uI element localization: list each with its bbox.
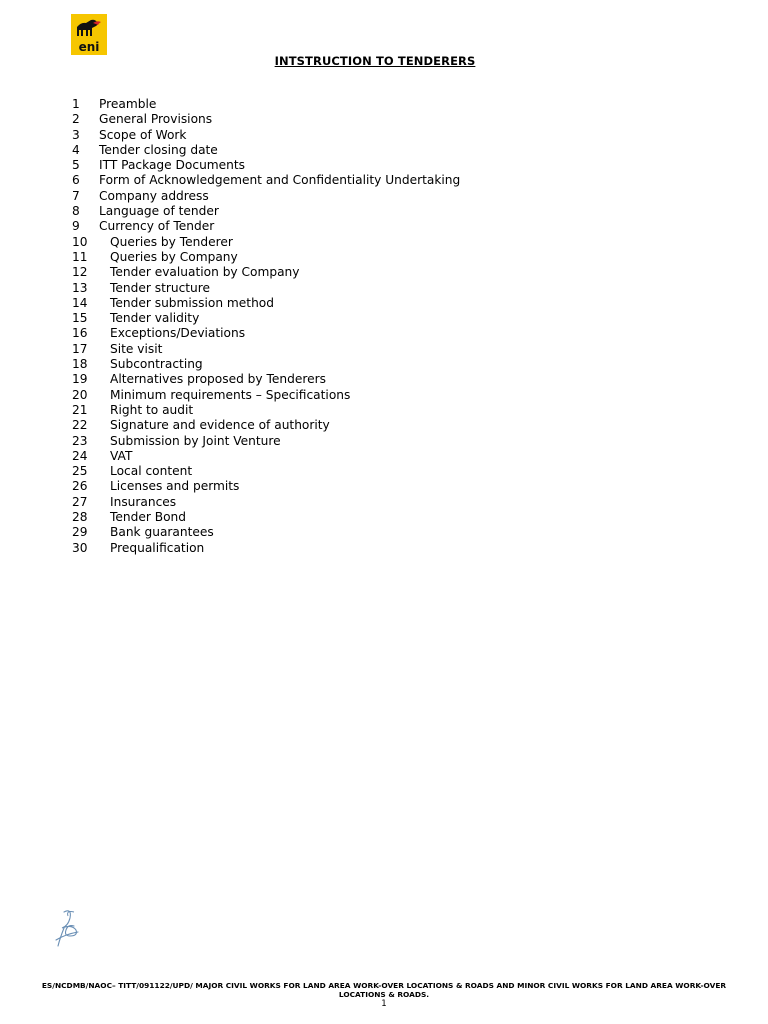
toc-item-label: Tender submission method: [110, 295, 274, 310]
toc-item-label: Right to audit: [110, 402, 194, 417]
toc-item-number: 25: [72, 464, 88, 479]
toc-item-label: Submission by Joint Venture: [110, 433, 281, 448]
toc-item-number: 18: [72, 357, 88, 372]
toc-item-label: ITT Package Documents: [99, 158, 246, 173]
eni-logo: [71, 14, 107, 55]
toc-item-number: 3: [72, 127, 80, 142]
toc-item-number: 27: [72, 494, 88, 509]
page-number: 1: [381, 999, 387, 1009]
toc-item-label: Tender Bond: [110, 510, 186, 525]
eni-logo-text: eni: [78, 40, 100, 54]
toc-item-label: Licenses and permits: [110, 479, 240, 494]
toc-item-number: 10: [72, 234, 88, 249]
toc-item-label: Alternatives proposed by Tenderers: [110, 372, 326, 387]
toc-item-number: 7: [72, 188, 80, 203]
signature-icon: [50, 906, 90, 956]
toc-item-label: Company address: [99, 188, 209, 203]
toc-item-number: 30: [72, 540, 88, 555]
footer-reference: ES/NCDMB/NAOC– TITT/091122/UPD/ MAJOR CIVIL WORKS FOR LAND AREA WORK-OVER LOCATIONS & ROADS AND MINOR CIVIL WORKS FOR LAND AREA WORK-OVER LOCATIONS & ROADS.: [41, 981, 727, 999]
toc-item-number: 11: [72, 249, 88, 264]
toc-item-label: Currency of Tender: [99, 219, 215, 234]
toc-item-number: 2: [72, 112, 80, 127]
toc-item-label: Prequalification: [110, 540, 205, 555]
toc-item-number: 19: [72, 372, 88, 387]
toc-item-number: 24: [72, 448, 88, 463]
toc-item-number: 21: [72, 402, 88, 417]
toc-item-label: Language of tender: [99, 204, 219, 219]
toc-item-number: 5: [72, 158, 80, 173]
toc-item-number: 8: [72, 204, 80, 219]
eni-logo-icon: [71, 14, 107, 55]
toc-item-label: Signature and evidence of authority: [110, 418, 330, 433]
toc-item-label: Minimum requirements – Specifications: [110, 387, 351, 402]
toc-item-label: Queries by Company: [110, 249, 238, 264]
toc-item-number: 1: [72, 97, 80, 111]
toc-item-label: Tender closing date: [99, 142, 218, 157]
toc-item-number: 15: [72, 311, 88, 326]
toc-item-number: 12: [72, 265, 88, 280]
toc-item-label: Exceptions/Deviations: [110, 326, 246, 341]
toc-item-label: Insurances: [110, 494, 177, 509]
toc-item-label: Preamble: [99, 97, 157, 111]
toc-item-number: 22: [72, 418, 88, 433]
toc-item-label: Site visit: [110, 341, 163, 356]
toc-item-number: 9: [72, 219, 80, 234]
toc-item-number: 6: [72, 173, 80, 188]
toc-item-label: General Provisions: [99, 112, 213, 127]
signature: [50, 906, 90, 956]
toc-item-label: Tender evaluation by Company: [110, 265, 300, 280]
toc-item-number: 26: [72, 479, 88, 494]
toc-item-label: Form of Acknowledgement and Confidentiality Undertaking: [99, 173, 461, 188]
toc-item-number: 23: [72, 433, 88, 448]
toc-item-label: Scope of Work: [99, 127, 187, 142]
toc-item-number: 28: [72, 510, 88, 525]
toc-item-label: VAT: [110, 448, 133, 463]
toc-item-number: 4: [72, 142, 80, 157]
toc-item-number: 14: [72, 295, 88, 310]
toc-item-label: Tender structure: [110, 280, 211, 295]
toc-item-label: Subcontracting: [110, 357, 203, 372]
toc-item-number: 29: [72, 525, 88, 540]
toc-item-number: 13: [72, 280, 88, 295]
toc-item-number: 17: [72, 341, 88, 356]
toc-item-number: 16: [72, 326, 88, 341]
toc-item-label: Tender validity: [110, 311, 200, 326]
toc-item-label: Queries by Tenderer: [110, 234, 233, 249]
toc-item-number: 20: [72, 387, 88, 402]
toc-item-label: Bank guarantees: [110, 525, 214, 540]
toc-item-label: Local content: [110, 464, 193, 479]
document-title: INTSTRUCTION TO TENDERERS: [274, 54, 476, 68]
